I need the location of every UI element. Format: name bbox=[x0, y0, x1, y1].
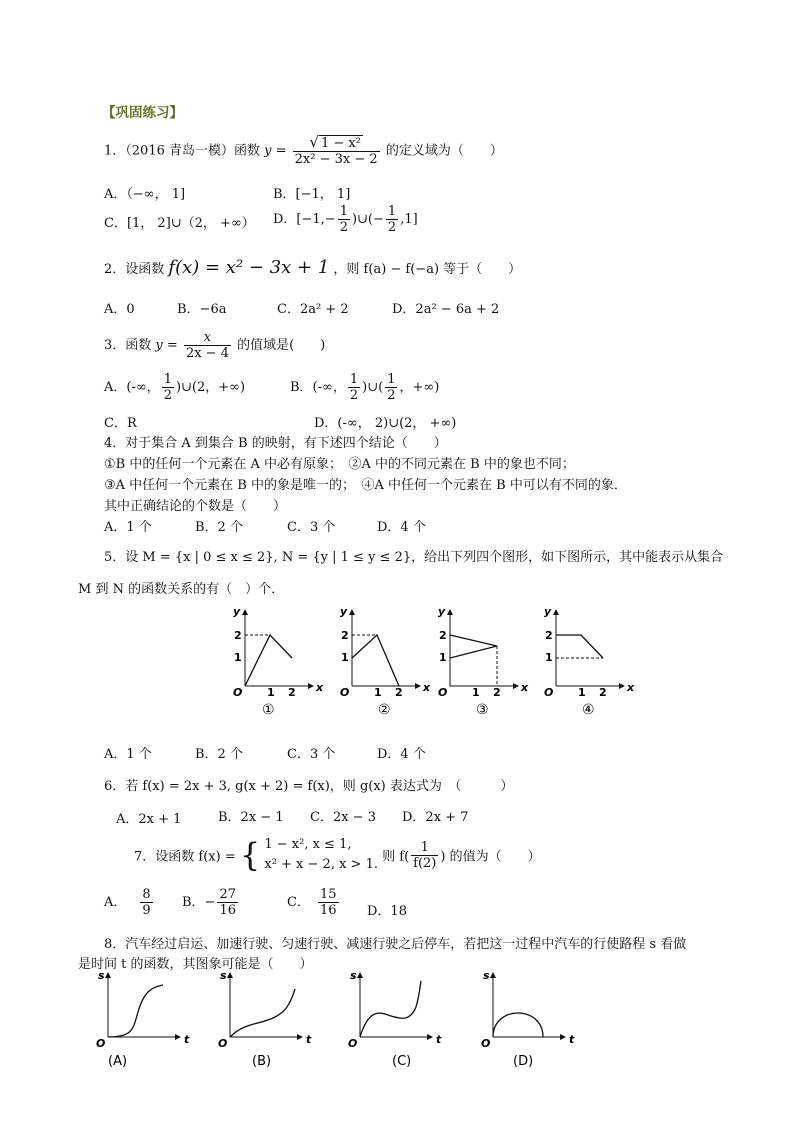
q2-prefix: 2．设函数 bbox=[104, 262, 165, 277]
q6-option-c: C．2x − 3 bbox=[310, 810, 376, 825]
q2-suffix: ，则 f(a) − f(−a) 等于（ ） bbox=[333, 262, 522, 277]
frac-den: 9 bbox=[142, 903, 151, 918]
q3-optb-frac2 bbox=[385, 372, 397, 403]
axis-s-label: s bbox=[350, 969, 357, 982]
q7-optc-label: C． bbox=[287, 895, 310, 910]
q7-cases bbox=[264, 835, 378, 875]
graph-2-curve bbox=[352, 635, 399, 686]
q3-option-b bbox=[290, 372, 439, 403]
x-tick-2: 2 bbox=[599, 686, 607, 699]
y-tick-1: 1 bbox=[234, 651, 242, 664]
q3-option-a bbox=[104, 372, 245, 403]
y-tick-2: 2 bbox=[234, 629, 242, 642]
axis-x-label: x bbox=[316, 681, 324, 694]
graph-a-label: (A) bbox=[108, 1054, 128, 1069]
frac-num: 1 bbox=[387, 204, 397, 219]
axis-y-label: y bbox=[438, 605, 446, 618]
q3-numerator: x bbox=[184, 330, 231, 346]
graph-2-label: ② bbox=[378, 702, 391, 718]
q1-y: y = bbox=[264, 143, 287, 159]
question-8-line-1: 8．汽车经过启运、加速行驶、匀速行驶、减速行驶之后停车，若把这一过程中汽车的行使路程 s 看做 bbox=[104, 937, 687, 952]
frac-num: 1 bbox=[411, 840, 438, 856]
graph-4-label: ④ bbox=[582, 702, 595, 718]
q7-opta-label: A． bbox=[104, 895, 127, 910]
y-tick-2: 2 bbox=[439, 629, 447, 642]
q1-option-c: C．[1， 2]∪（2， +∞） bbox=[104, 216, 255, 231]
q6-option-d: D．2x + 7 bbox=[402, 810, 469, 825]
origin-label: O bbox=[544, 686, 554, 699]
q1-numerator: 1 − x² bbox=[320, 136, 361, 151]
q4-option-d: D．4 个 bbox=[377, 520, 426, 535]
q7-option-c bbox=[287, 887, 341, 918]
q3-optb-mid: )∪( bbox=[362, 380, 384, 395]
q7-optb-label: B．− bbox=[182, 895, 216, 910]
q5-graphs bbox=[225, 602, 635, 720]
q4-statements-3-4: ③A 中任何一个元素在 B 中的象是唯一的； ④A 中任何一个元素在 B 中可以有不同的象． bbox=[104, 478, 627, 493]
q5-option-a: A．1 个 bbox=[104, 747, 152, 762]
axis-x-label: x bbox=[423, 681, 431, 694]
q1-optd-frac1 bbox=[338, 204, 350, 235]
q3-option-c: C．R bbox=[104, 416, 137, 431]
x-tick-1: 1 bbox=[267, 686, 275, 699]
x-tick-2: 2 bbox=[288, 686, 296, 699]
origin-label: O bbox=[438, 686, 448, 699]
q1-optd-frac2 bbox=[386, 204, 398, 235]
q7-option-a bbox=[104, 887, 155, 918]
q5-option-d: D．4 个 bbox=[377, 747, 426, 762]
q3-opta-frac bbox=[162, 372, 174, 403]
question-3-stem bbox=[104, 330, 325, 361]
q6-option-b: B．2x − 1 bbox=[218, 810, 284, 825]
graph-4-curve bbox=[556, 635, 603, 658]
q1-fraction: $\frac{\text{√ 1 − x²}}{\text{2x² − 3x − 2}}$ bbox=[294, 133, 378, 167]
q3-option-d: D．(-∞， 2)∪(2， +∞) bbox=[314, 416, 457, 431]
graph-a-curve bbox=[108, 985, 163, 1037]
q1-optd-mid: )∪(− bbox=[351, 212, 384, 227]
question-4-stem: 4．对于集合 A 到集合 B 的映射，有下述四个结论（ ） bbox=[104, 436, 447, 451]
question-5-line-1: 5．设 M = {x | 0 ≤ x ≤ 2}, N = {y | 1 ≤ y ≤ 2}，给出下列四个图形，如下图所示，其中能表示从集合 bbox=[104, 550, 724, 565]
frac-den: 16 bbox=[319, 903, 337, 918]
question-7-stem bbox=[134, 835, 541, 875]
frac-den: 2 bbox=[349, 388, 359, 403]
q8-graph-c bbox=[348, 969, 442, 1069]
q8-graph-b bbox=[218, 969, 312, 1069]
axis-t-label: t bbox=[436, 1033, 442, 1046]
q3-optb-frac1 bbox=[348, 372, 360, 403]
question-2-stem bbox=[104, 257, 521, 278]
y-tick-1: 1 bbox=[439, 651, 447, 664]
q2-option-c: C．2a² + 2 bbox=[277, 302, 349, 317]
q3-opta-pre: A．(-∞， bbox=[104, 380, 160, 395]
graph-d-curve bbox=[493, 1013, 543, 1037]
graph-b-curve bbox=[230, 989, 295, 1037]
section-title: 【巩固练习】 bbox=[102, 105, 183, 121]
q7-prefix: 7．设函数 f(x) = bbox=[134, 849, 236, 865]
q1-optd-pre: D．[−1,− bbox=[273, 212, 336, 227]
frac-num: 27 bbox=[219, 887, 236, 902]
q3-suffix: 的值域是( ) bbox=[237, 338, 326, 353]
origin-label: O bbox=[348, 1037, 358, 1050]
q3-opta-post: )∪(2，+∞) bbox=[175, 380, 246, 395]
q2-function: f(x) = x² − 3x + 1 bbox=[168, 257, 330, 278]
q8-graphs bbox=[90, 967, 590, 1072]
q7-case-1: 1 − x², x ≤ 1, bbox=[264, 837, 352, 852]
q4-ask: 其中正确结论的个数是（ ） bbox=[104, 499, 287, 514]
q1-option-d bbox=[273, 204, 418, 235]
q1-prefix: 1．（2016 青岛一模）函数 bbox=[104, 143, 260, 159]
frac-den: 2 bbox=[387, 388, 396, 403]
axis-y-label: y bbox=[340, 605, 348, 618]
x-tick-1: 1 bbox=[374, 686, 382, 699]
frac-num: 1 bbox=[339, 204, 348, 219]
question-5-line-2: M 到 N 的函数关系的有（ ）个． bbox=[78, 582, 285, 597]
q7-then: 则 f( bbox=[382, 849, 410, 865]
y-tick-2: 2 bbox=[545, 629, 553, 642]
x-tick-1: 1 bbox=[472, 686, 480, 699]
frac-den: 2 bbox=[163, 388, 172, 403]
graph-b-label: (B) bbox=[252, 1054, 272, 1069]
q5-graph-4 bbox=[544, 605, 635, 718]
q3-prefix: 3．函数 bbox=[104, 338, 152, 353]
axis-x-label: x bbox=[521, 681, 529, 694]
frac-num: 1 bbox=[387, 372, 396, 387]
graph-1-curve bbox=[245, 635, 292, 686]
q5-graph-1 bbox=[233, 605, 324, 718]
origin-label: O bbox=[96, 1037, 106, 1050]
q4-option-a: A．1 个 bbox=[104, 520, 152, 535]
graph-3-label: ③ bbox=[476, 702, 489, 718]
q5-graph-2 bbox=[340, 605, 431, 718]
frac-den: 2 bbox=[387, 220, 397, 235]
q5-graph-3 bbox=[438, 605, 529, 718]
frac-den: 16 bbox=[219, 903, 236, 918]
origin-label: O bbox=[218, 1037, 228, 1050]
q1-option-a: A．（−∞， 1] bbox=[104, 187, 186, 202]
axis-s-label: s bbox=[483, 969, 490, 982]
q1-optd-end: ,1] bbox=[400, 212, 418, 227]
q8-graph-d bbox=[481, 969, 575, 1069]
axis-y-label: y bbox=[233, 605, 241, 618]
frac-num: 15 bbox=[319, 887, 337, 902]
graph-d-label: (D) bbox=[513, 1054, 534, 1069]
axis-t-label: t bbox=[184, 1033, 190, 1046]
axis-s-label: s bbox=[220, 969, 227, 982]
q7-opta-frac bbox=[140, 887, 152, 918]
q2-option-a: A．0 bbox=[104, 302, 135, 317]
question-8-line-2: 是时间 t 的函数，其图象可能是（ ） bbox=[78, 957, 313, 972]
axis-x-label: x bbox=[627, 681, 635, 694]
graph-1-label: ① bbox=[262, 702, 275, 718]
graph-c-curve bbox=[360, 981, 421, 1037]
q4-statements-1-2: ①B 中的任何一个元素在 A 中必有原象； ②A 中的不同元素在 B 中的象也不同； bbox=[104, 457, 575, 472]
x-tick-1: 1 bbox=[578, 686, 586, 699]
q3-y: y = bbox=[155, 338, 178, 353]
q3-optb-pre: B．(-∞， bbox=[290, 380, 346, 395]
graph-c-label: (C) bbox=[392, 1054, 412, 1069]
frac-num: 1 bbox=[349, 372, 359, 387]
q4-option-b: B．2 个 bbox=[195, 520, 243, 535]
q7-optc-frac bbox=[318, 887, 339, 918]
frac-num: 1 bbox=[163, 372, 172, 387]
axis-y-label: y bbox=[544, 605, 552, 618]
frac-num: 8 bbox=[142, 887, 151, 902]
q4-option-c: C．3 个 bbox=[287, 520, 336, 535]
q3-optb-post: ，+∞) bbox=[399, 380, 440, 395]
graph-3-curve bbox=[450, 635, 497, 658]
question-1-stem bbox=[104, 135, 503, 167]
y-tick-2: 2 bbox=[341, 629, 349, 642]
frac-den: f(2) bbox=[413, 855, 437, 871]
q7-optb-frac bbox=[217, 887, 238, 918]
q1-suffix: 的定义域为（ ） bbox=[385, 143, 503, 159]
q7-suffix: ) 的值为（ ） bbox=[440, 849, 541, 865]
origin-label: O bbox=[481, 1037, 491, 1050]
origin-label: O bbox=[233, 686, 243, 699]
q7-fraction bbox=[411, 840, 438, 871]
origin-label: O bbox=[340, 686, 350, 699]
q2-option-b: B．−6a bbox=[177, 302, 227, 317]
q1-denominator: 2x² − 3x − 2 bbox=[294, 152, 378, 167]
axis-t-label: t bbox=[306, 1033, 312, 1046]
q5-option-b: B．2 个 bbox=[195, 747, 243, 762]
left-brace: { bbox=[239, 836, 261, 874]
y-tick-1: 1 bbox=[341, 651, 349, 664]
q7-case-2: x² + x − 2, x > 1. bbox=[264, 857, 378, 872]
q1-option-b: B．[−1， 1] bbox=[273, 187, 351, 202]
q5-option-c: C．3 个 bbox=[287, 747, 336, 762]
q6-option-a: A．2x + 1 bbox=[116, 812, 182, 827]
frac-den: 2 bbox=[339, 220, 348, 235]
y-tick-1: 1 bbox=[545, 651, 553, 664]
q7-option-d: D．18 bbox=[367, 904, 407, 919]
q2-option-d: D．2a² − 6a + 2 bbox=[392, 302, 500, 317]
q7-option-b bbox=[182, 887, 240, 918]
q3-denominator: 2x − 4 bbox=[185, 346, 229, 361]
q3-fraction bbox=[184, 330, 231, 361]
question-6-stem: 6．若 f(x) = 2x + 3, g(x + 2) = f(x)，则 g(x) 表达式为 （ ） bbox=[104, 779, 514, 794]
x-tick-2: 2 bbox=[493, 686, 501, 699]
axis-t-label: t bbox=[569, 1033, 575, 1046]
axis-s-label: s bbox=[98, 969, 105, 982]
x-tick-2: 2 bbox=[395, 686, 403, 699]
q8-graph-a bbox=[96, 969, 190, 1069]
